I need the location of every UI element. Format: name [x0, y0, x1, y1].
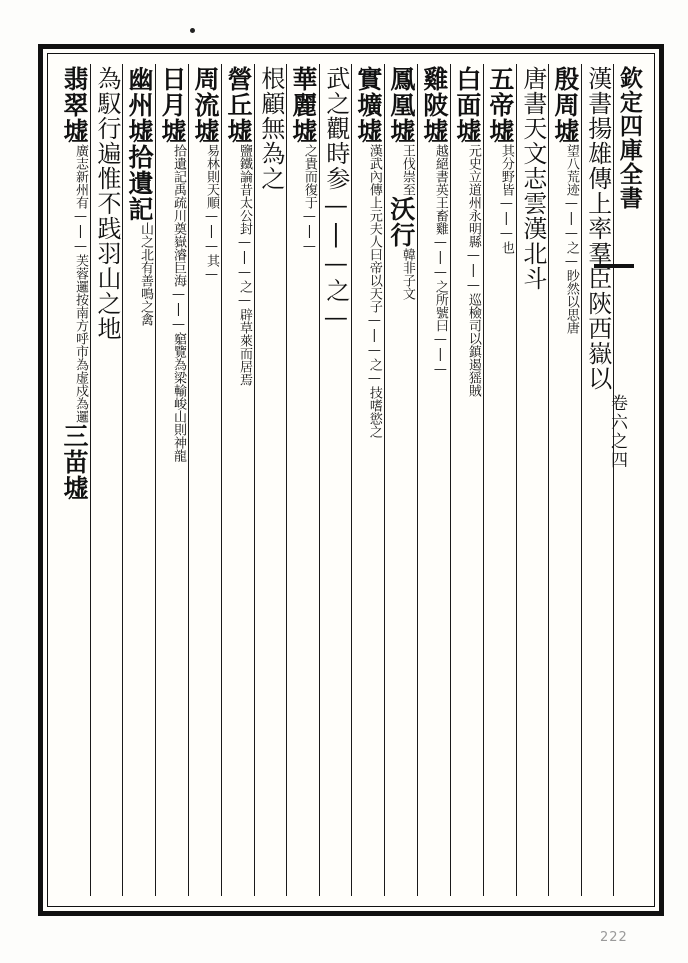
entry-note: 鹽鐵論昔太公封—|—之—辟草萊而居焉 [236, 144, 252, 386]
book-title-column [607, 64, 644, 896]
entry-title: 翡翠墟 [60, 66, 89, 144]
text-column [155, 64, 188, 896]
entry-note: 拾遺記禹疏川奠嶽濬巨海—|—竆覽為梁輸峻山則神龍 [170, 144, 186, 462]
entry-note: 其分野皆—|—也 [498, 144, 514, 254]
text-column [90, 64, 122, 896]
entry-title: 鳳凰墟 [386, 66, 416, 144]
text-column [581, 64, 613, 896]
entry-title: 雞陂墟 [419, 66, 449, 144]
entry-title: 殷周墟 [550, 66, 580, 144]
column-text: 惟不践羽山之地 [92, 166, 121, 341]
text-column [450, 64, 483, 896]
text-column [122, 64, 155, 896]
entry-note: 韓非子文 [399, 248, 415, 300]
column-text: 根顧無為之 [256, 66, 285, 191]
column-text: 為馭行遍 [92, 66, 121, 166]
book-title: 欽定四庫全書 [615, 66, 643, 210]
entry-note: 越絕書英王畜雞—|—之所號曰—|— [432, 144, 448, 377]
entry-note: 王伐崇至 [399, 144, 415, 196]
entry-note: 之貴而復于—|— [301, 144, 317, 254]
ink-dot-mark [190, 28, 195, 33]
column-text: 唐書天文志雲漢北斗 [518, 66, 547, 291]
text-column [516, 64, 548, 896]
entry-note: 易林則天順—|—其— [203, 144, 219, 282]
entry-note: 山之北有善鳴之禽 [137, 222, 153, 326]
text-column [58, 64, 90, 896]
text-column [254, 64, 286, 896]
page-number: 222 [600, 930, 628, 945]
entry-note: 廣志新州有—|—芙蓉邏 [73, 144, 88, 293]
page-frame-inner [47, 53, 655, 907]
text-column [417, 64, 450, 896]
editor-note: 按南方呼市為虚戍為邏 [73, 293, 88, 423]
text-column [286, 64, 319, 896]
entry-title: 白面墟 [452, 66, 482, 144]
volume-mark: 卷六之四 [607, 394, 627, 470]
entry-title: 幽州墟拾遺記 [124, 66, 154, 222]
column-text: 武之觀時参—|—之— [321, 66, 350, 332]
text-column [221, 64, 254, 896]
column-text: 漢書揚雄傳上率羣臣陝西嶽以 [583, 66, 612, 391]
text-column [384, 64, 417, 896]
text-column [483, 64, 516, 896]
text-column-container [58, 64, 644, 896]
entry-note: 漢武內傳上元夫人曰帝以天子—|—之—技嗜慾之 [366, 144, 382, 438]
text-column [351, 64, 384, 896]
text-column [188, 64, 221, 896]
entry-title: 實壙墟 [353, 66, 383, 144]
entry-title: 周流墟 [190, 66, 220, 144]
entry-title: 華麗墟 [288, 66, 318, 144]
entry-note: 望八荒迹—|—之—眇然以思唐 [563, 144, 579, 334]
text-column [548, 64, 581, 896]
page-frame [38, 44, 664, 916]
text-column [319, 64, 351, 896]
entry-title: 沃行 [386, 196, 416, 248]
entry-title: 日月墟 [157, 66, 187, 144]
entry-title: 三苗墟 [60, 423, 89, 501]
entry-title: 營丘墟 [223, 66, 253, 144]
entry-title: 五帝墟 [485, 66, 515, 144]
entry-note: 元史立道州永明縣—|—巡檢司以鎮遏猺賊 [465, 144, 481, 397]
